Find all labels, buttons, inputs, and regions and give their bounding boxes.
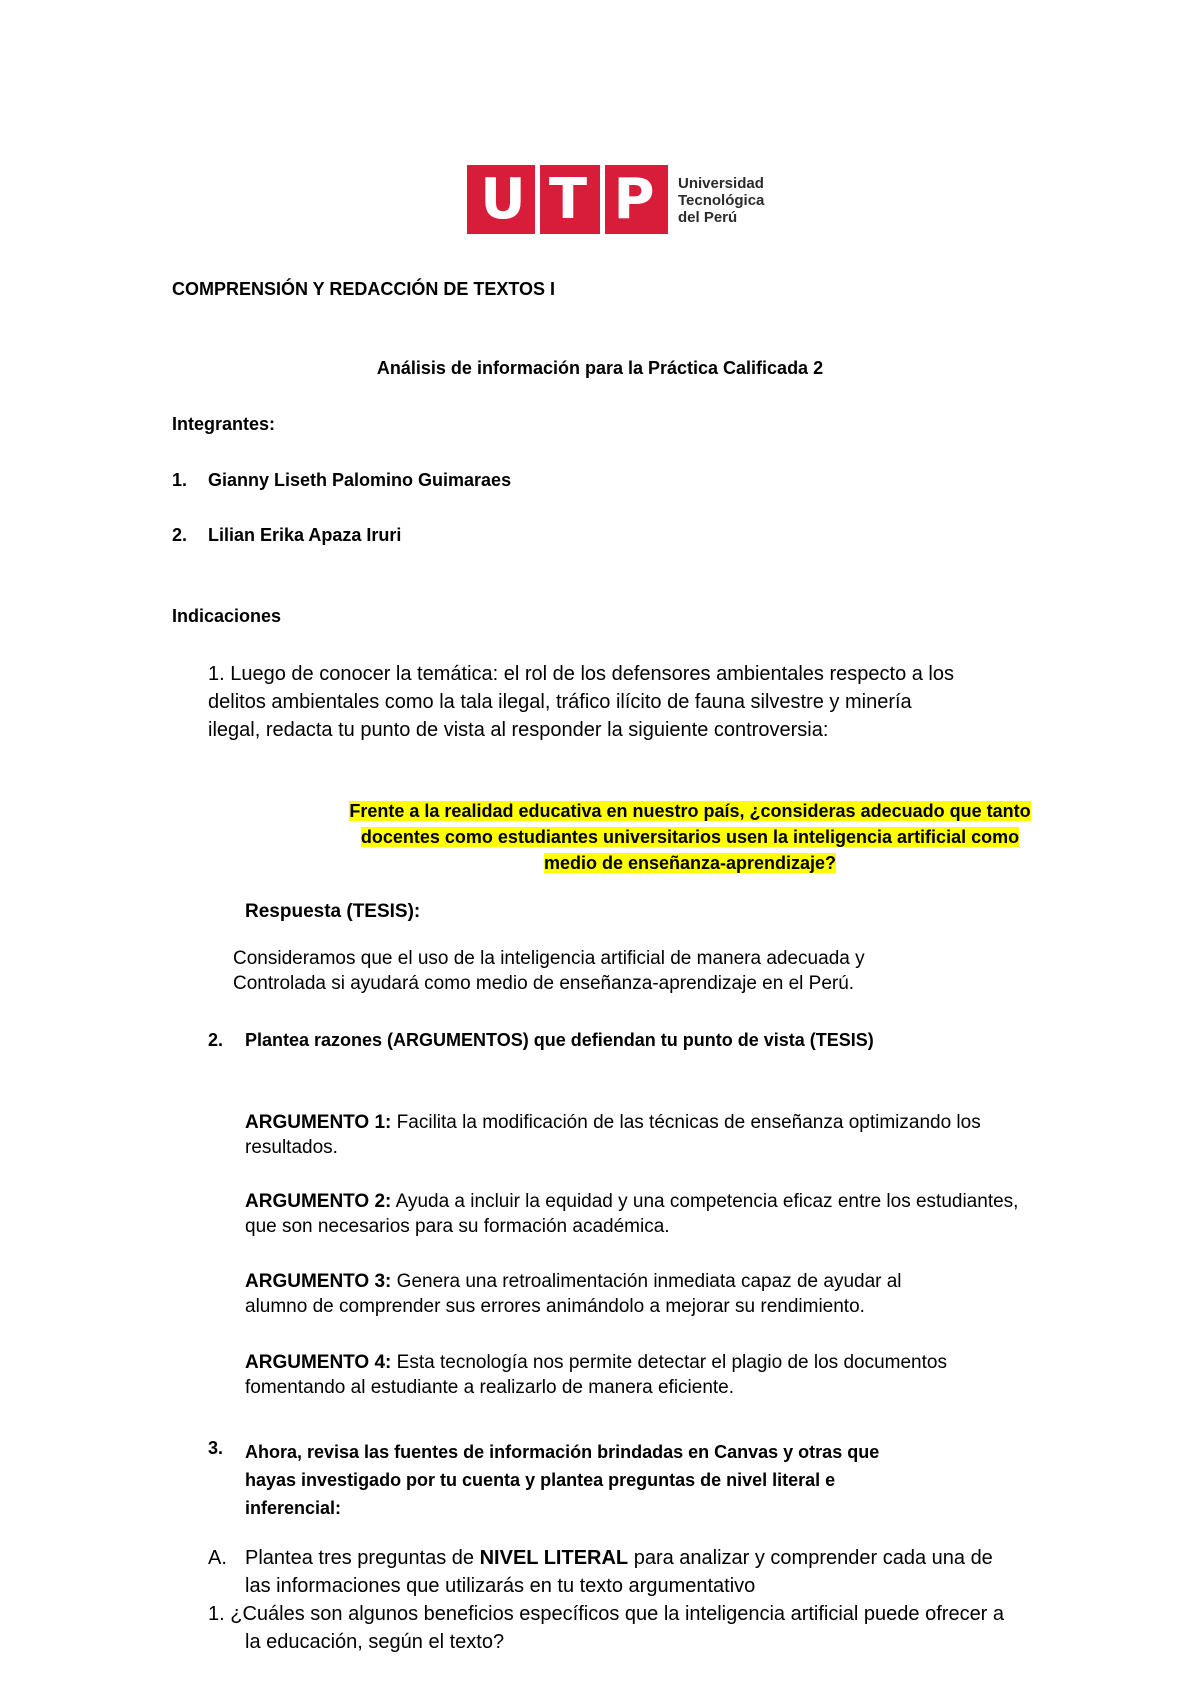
argumento-block [245, 1269, 902, 1319]
logo-brand-line: del Perú [678, 209, 738, 226]
argumento-label: ARGUMENTO 4: [245, 1352, 392, 1373]
item-a-bold: NIVEL LITERAL [479, 1547, 629, 1569]
question-1-line: la educación, según el texto? [245, 1631, 505, 1653]
argumento-text: Facilita la modificación de las técnicas de enseñanza optimizando los [391, 1112, 981, 1133]
argumento-label: ARGUMENTO 2: [245, 1191, 392, 1212]
argumento-label: ARGUMENTO 1: [245, 1112, 392, 1133]
question-1 [208, 1600, 1004, 1656]
argumento-text: fomentando al estudiante a realizarlo de manera eficiente. [245, 1377, 735, 1398]
tesis-line: Consideramos que el uso de la inteligencia artificial de manera adecuada y [233, 948, 865, 969]
argumento-text: Esta tecnología nos permite detectar el plagio de los documentos [391, 1352, 947, 1373]
respuesta-label: Respuesta (TESIS): [245, 901, 421, 922]
argumento-block [245, 1189, 1018, 1239]
integrante-name: Gianny Liseth Palomino Guimaraes [208, 470, 512, 490]
section-3-line: inferencial: [245, 1498, 342, 1518]
tesis-paragraph [233, 946, 865, 996]
section-3-number: 3. [208, 1438, 224, 1458]
document-title: Análisis de información para la Práctica Calificada 2 [376, 358, 824, 378]
course-title: COMPRENSIÓN Y REDACCIÓN DE TEXTOS I [172, 279, 556, 299]
argumento-block [245, 1110, 981, 1160]
tesis-line: Controlada si ayudará como medio de enseñanza-aprendizaje en el Perú. [233, 973, 855, 994]
integrante-name: Lilian Erika Apaza Iruri [208, 525, 402, 545]
section-2-title: Plantea razones (ARGUMENTOS) que defiendan tu punto de vista (TESIS) [245, 1030, 874, 1050]
section-3-line: hayas investigado por tu cuenta y plantea preguntas de nivel literal e [245, 1470, 836, 1490]
logo-letter-t: T [548, 167, 588, 232]
controversy-question [250, 798, 1130, 876]
argumento-label: ARGUMENTO 3: [245, 1271, 392, 1292]
question-line: docentes como estudiantes universitarios usen la inteligencia artificial como [360, 827, 1020, 847]
section-2-number: 2. [208, 1030, 224, 1050]
logo-letter-u: U [480, 167, 526, 232]
instruction-line: delitos ambientales como la tala ilegal, tráfico ilícito de fauna silvestre y minería [208, 691, 912, 713]
utp-logo [467, 165, 777, 234]
question-line: medio de enseñanza-aprendizaje? [543, 853, 837, 873]
logo-brand-text [678, 175, 764, 226]
integrante-number: 1. [172, 470, 188, 490]
argumento-block [245, 1350, 947, 1400]
logo-letter-p: P [613, 167, 655, 232]
argumento-text: Ayuda a incluir la equidad y una competencia eficaz entre los estudiantes, [391, 1191, 1019, 1212]
item-a-letter: A. [208, 1547, 227, 1569]
instruction-line: ilegal, redacta tu punto de vista al responder la siguiente controversia: [208, 719, 829, 741]
instruction-paragraph [208, 660, 954, 744]
section-3-line: Ahora, revisa las fuentes de información brindadas en Canvas y otras que [245, 1442, 880, 1462]
argumento-text: alumno de comprender sus errores animándolo a mejorar su rendimiento. [245, 1296, 865, 1317]
logo-brand-line: Tecnológica [678, 192, 765, 209]
item-a-pre: Plantea tres preguntas de [245, 1547, 480, 1569]
argumento-text: resultados. [245, 1137, 338, 1158]
item-a-text [245, 1544, 993, 1600]
integrante-number: 2. [172, 525, 188, 545]
item-a-post: para analizar y comprender cada una de [628, 1547, 993, 1569]
section-3-text [245, 1438, 879, 1522]
question-1-line: 1. ¿Cuáles son algunos beneficios específicos que la inteligencia artificial puede ofrecer a [208, 1603, 1005, 1625]
item-a-line2: las informaciones que utilizarás en tu texto argumentativo [245, 1575, 756, 1597]
instruction-line: 1. Luego de conocer la temática: el rol de los defensores ambientales respecto a los [208, 663, 954, 685]
logo-brand-line: Universidad [678, 175, 764, 192]
question-line: Frente a la realidad educativa en nuestro país, ¿consideras adecuado que tanto [349, 801, 1031, 821]
integrantes-label: Integrantes: [172, 414, 276, 434]
argumento-text: Genera una retroalimentación inmediata capaz de ayudar al [391, 1271, 902, 1292]
indicaciones-label: Indicaciones [172, 606, 282, 626]
argumento-text: que son necesarios para su formación académica. [245, 1216, 670, 1237]
